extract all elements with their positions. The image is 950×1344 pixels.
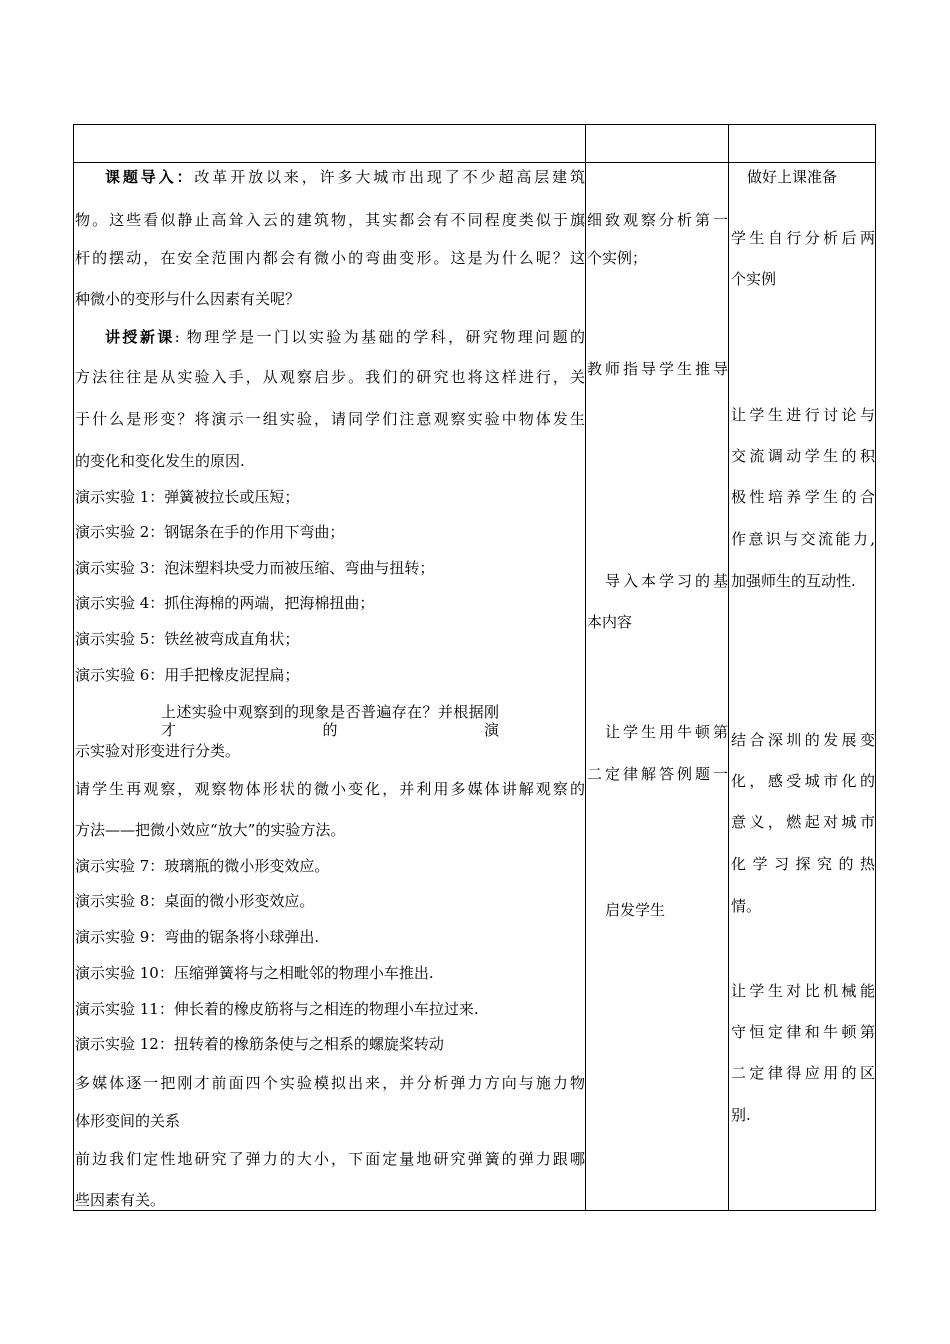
student-note-b-2: 个实例: [731, 270, 777, 288]
demo-6: 演示实验 6：用手把橡皮泥捏扁；: [75, 666, 300, 684]
intro-line-1: 课题导入：改革开放以来，许多大城市出现了不少超高层建筑: [105, 168, 585, 186]
intro-line-4: 种微小的变形与什么因素有关呢？: [75, 290, 301, 308]
lecture-line-1: 讲授新课: 物理学是一门以实验为基础的学科，研究物理问题的: [105, 328, 585, 346]
teacher-note-d-1: 让学生用牛顿第: [605, 723, 728, 741]
student-note-d-5: 情。: [731, 897, 762, 915]
student-note-d-1: 结合深圳的发展变: [731, 731, 875, 749]
closing-line-2: 体形变间的关系: [75, 1112, 181, 1130]
lecture-label: 讲授新课: [105, 328, 175, 346]
teacher-note-c-1: 导入本学习的基: [605, 572, 728, 590]
lecture-line-3: 于什么是形变？将演示一组实验，请同学们注意观察实验中物体发生: [75, 410, 585, 428]
student-note-e-3: 二定律得应用的区: [731, 1064, 875, 1082]
demo-8: 演示实验 8：桌面的微小形变效应。: [75, 892, 315, 910]
column-divider-2: [728, 125, 729, 1210]
demo-1: 演示实验 1：弹簧被拉长或压短；: [75, 488, 300, 506]
student-note-c-3: 极性培养学生的合: [731, 488, 875, 506]
demo-9: 演示实验 9：弯曲的锯条将小球弹出.: [75, 928, 320, 946]
observe-line-1: 请学生再观察，观察物体形状的微小变化，并利用多媒体讲解观察的: [75, 780, 585, 798]
student-note-c-1: 让学生进行讨论与: [731, 406, 875, 424]
student-note-c-5: 加强师生的互动性.: [731, 572, 856, 590]
column-divider-1: [585, 125, 586, 1210]
teacher-note-b: 教师指导学生推导: [587, 360, 728, 378]
student-note-e-2: 守恒定律和牛顿第: [731, 1023, 875, 1041]
demo-7: 演示实验 7：玻璃瓶的微小形变效应。: [75, 857, 330, 875]
lecture-line-2: 方法往往是从实验入手，从观察启步。我们的研究也将这样进行，关: [75, 368, 585, 386]
intro-line-2: 物。这些看似静止高耸入云的建筑物，其实都会有不同程度类似于旗: [75, 211, 585, 229]
student-note-d-3: 意义，燃起对城市: [731, 813, 875, 831]
lesson-table: [73, 124, 876, 1211]
student-note-c-4: 作意识与交流能力,: [731, 530, 875, 548]
header-row-divider: [74, 162, 875, 163]
demo-5: 演示实验 5：铁丝被弯成直角状；: [75, 630, 300, 648]
observe-line-2: 方法——把微小效应“放大”的实验方法。: [75, 821, 346, 839]
demo-2: 演示实验 2：钢锯条在手的作用下弯曲；: [75, 523, 345, 541]
question-line-1: 上述实验中观察到的现象是否普遍存在？并根据刚才的演: [161, 703, 499, 739]
demo-11: 演示实验 11：伸长着的橡皮筋将与之相连的物理小车拉过来.: [75, 1000, 479, 1018]
lecture-line-4: 的变化和变化发生的原因.: [75, 452, 245, 470]
student-note-e-4: 别.: [731, 1106, 751, 1124]
intro-line-3: 杆的摆动，在安全范围内都会有微小的弯曲变形。这是为什么呢？这: [75, 249, 585, 267]
teacher-note-d-2: 二定律解答例题一: [587, 765, 728, 783]
closing-line-1: 多媒体逐一把刚才前面四个实验模拟出来，并分析弹力方向与施力物: [75, 1074, 585, 1092]
student-note-d-4: 化学习探究的热: [731, 855, 875, 873]
student-note-b-1: 学生自行分析后两: [731, 229, 875, 247]
demo-12: 演示实验 12：扭转着的橡筋条使与之相系的螺旋桨转动: [75, 1035, 444, 1053]
closing-line-4: 些因素有关。: [75, 1191, 166, 1209]
teacher-note-c-2: 本内容: [587, 613, 633, 631]
closing-line-3: 前边我们定性地研究了弹力的大小，下面定量地研究弹簧的弹力跟哪: [75, 1150, 585, 1168]
demo-10: 演示实验 10：压缩弹簧将与之相毗邻的物理小车推出.: [75, 964, 434, 982]
student-note-a: 做好上课准备: [747, 168, 838, 186]
teacher-note-e: 启发学生: [605, 901, 666, 919]
student-note-d-2: 化，感受城市化的: [731, 772, 875, 790]
demo-3: 演示实验 3：泡沫塑料块受力而被压缩、弯曲与扭转；: [75, 559, 435, 577]
intro-label: 课题导入：: [105, 168, 195, 186]
demo-4: 演示实验 4：抓住海棉的两端，把海棉扭曲；: [75, 594, 375, 612]
teacher-note-a-2: 个实例；: [587, 249, 648, 267]
student-note-e-1: 让学生对比机械能: [731, 982, 875, 1000]
student-note-c-2: 交流调动学生的积: [731, 447, 875, 465]
teacher-note-a-1: 细致观察分析第一: [587, 211, 728, 229]
question-line-2: 示实验对形变进行分类。: [75, 742, 241, 760]
